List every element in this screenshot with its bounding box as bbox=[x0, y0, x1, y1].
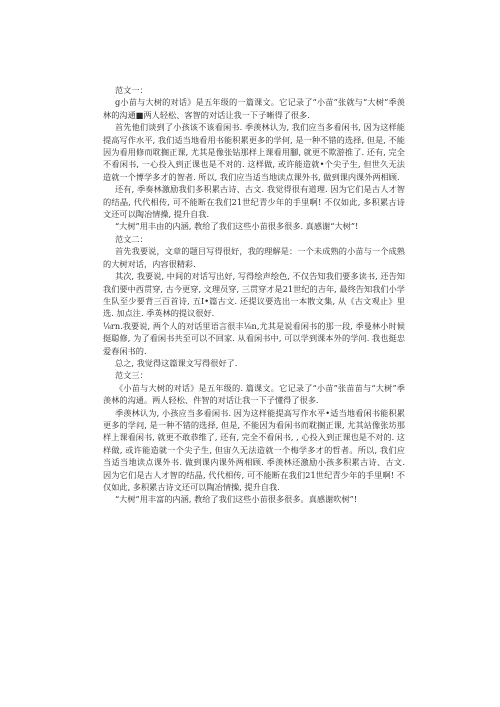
paragraph: “大树”用丰富的内涵, 教给了我们这些小苗很多很多。真感谢吹树”! bbox=[115, 494, 358, 505]
paragraph: 总之, 我觉得这篇课文写得很好了. bbox=[115, 357, 238, 368]
paragraph: 其次, 我要说, 中间的对话写出好, 写得绘声绘色, 不仅告知我们要多读书, 还告知我们要中西贯穿, 古今更穿, 文理员穿, 三贯穿才是21世纪的吉年, 最终告知我们小学生队至少要背三百首诗, 五I•篇古文. 还提议要选出一本散文集, 从《古文观止》里选. 加点注. 季英林的提议很好. bbox=[103, 271, 405, 319]
paragraph: 《小苗与大树的对话》是五年级的. 篇课文。它记录了“小苗”张苗苗与“大树”季羡林的沟通。两人轻松、件智的对话让我一下子懂得了很多. bbox=[103, 382, 405, 406]
paragraph: 还有, 季奏林激励我们多积累古诗、古文. 我觉得很有道理. 因为它们是古人才智的结晶, 代代相传, 可不能断在我们21世纪青少年的手里啊! 不仅如此, 多积累古诗文还可以陶冶情操, 提升自我. bbox=[103, 184, 405, 220]
paragraph: 首先我要说，文章的题目写得很好，我的理解是：一个未成熟的小苗与一个成熟的大树对话，内容很精彩. bbox=[103, 246, 405, 269]
section-heading-1: 范文一： bbox=[115, 85, 148, 95]
paragraph: g小苗与大树的对话》是五年级的一篇课文。它记录了“小苗”张就与“大树”季羡林的沟通■两人轻松、客智的对话让我一下子晰得了很多. bbox=[103, 97, 405, 120]
paragraph: 首先他们谈到了小孩该不该看闲书. 季羡林认为, 我们应当多看闲书, 因为这样能提高写作水平, 我们适当地看用书能积累更多的学何, 是一种不错的选择, 但是, 不能因为看用修而耽搁正课, 尤其是像张钻那样上课看用腳, 就更不欺游推了. 还有, 完全不看闲书, 一心投入到正课也是不对的. 这样做, 或许能造就•个尖子生, 但世久无法造就一个博学多才的智者. 所以, 我们应当适当地读点课外书, 做到课内课外两相顾. bbox=[103, 122, 405, 182]
document-body bbox=[103, 84, 405, 506]
paragraph: “大树”用丰由的内涵, 教给了我们这些小苗很多很多. 真感谢“大树”! bbox=[115, 221, 359, 232]
paragraph: 季羡林认为, 小孩应当多看闲书. 因为这样能提高写作水平•适当地看闲书能积累更多的学问, 是一种不错的选择, 但是, 不能因为看闲书而耽搁正课, 尤其站像张坊那样上课看闲书, 就更不敢恭维了, 还有, 完全不看闲书, , 心投入到正课也是不对的. 这样做, 或许能造就一个尖子生, 但宙久无法造就一个梅学多才的哲者。所以, 我们应当适当地读点课外书. 做到课内课外两相顾. 季羡林还激励小孩多积累古诗、古文. 因为它们是古人才智的结晶, 代代相传, 可不能断在我们21世纪青少年的手里啊! 不仅如此, 多积累古诗文还可以陶冶情操, 提升自我. bbox=[103, 407, 405, 492]
section-heading-2: 范文二： bbox=[115, 233, 148, 244]
paragraph: ⅛rn.我要说, 两个人的对话里语言很丰⅛n,尤其是说看闲书的那一段, 季曼林小时候挺聪修, 为了看闲书共至可以不回家. 从看闲书中, 可以学到课本外的学问. 我也挺忠爱春闲书的. bbox=[103, 320, 405, 356]
section-heading-3: 范文三： bbox=[115, 370, 148, 381]
